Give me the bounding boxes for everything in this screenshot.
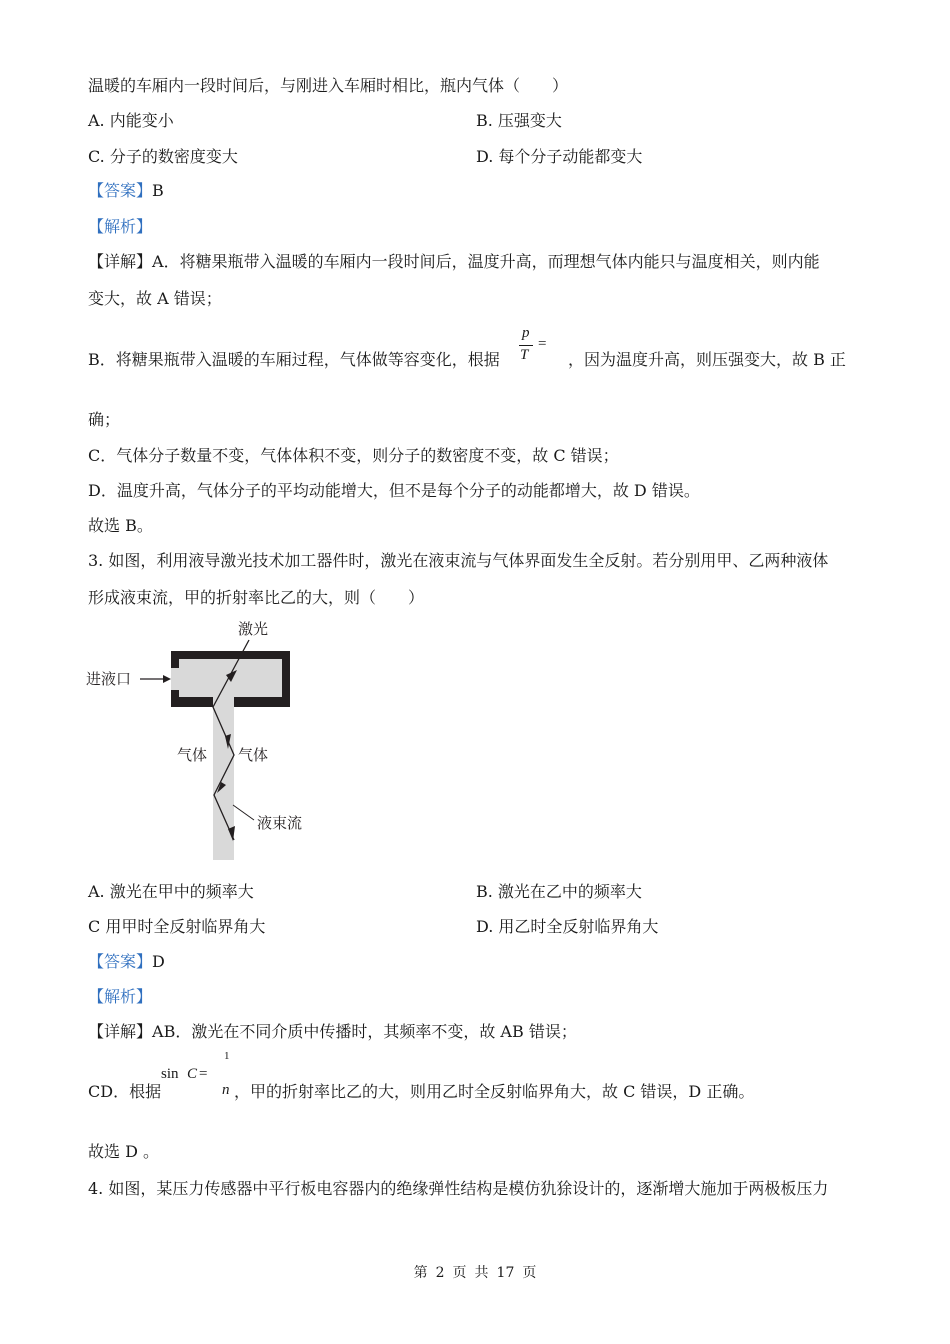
- footer-page: 2: [435, 1265, 445, 1281]
- label-stream: 液束流: [257, 814, 303, 832]
- answer-value: B: [152, 181, 164, 200]
- label-laser: 激光: [238, 620, 269, 638]
- formula-sin: sin: [161, 1066, 179, 1082]
- q3-option-c: C 用甲时全反射临界角大: [88, 917, 266, 936]
- q2-detail-d: D．温度升高，气体分子的平均动能增大，但不是每个分子的动能都增大，故 D 错误。: [88, 481, 700, 500]
- formula-denominator: n: [222, 1082, 230, 1098]
- footer-total: 17: [496, 1265, 515, 1281]
- frac-equals: =: [538, 336, 547, 352]
- q2-answer-line: [88, 181, 164, 201]
- footer-ye: 页: [452, 1265, 467, 1281]
- q2-detail-a-line1: [88, 252, 820, 272]
- q2-detail-c: C．气体分子数量不变，气体体积不变，则分子的数密度不变，故 C 错误；: [88, 446, 619, 465]
- q3-stem-line1: 3. 如图，利用液导激光技术加工器件时，激光在液束流与气体界面发生全反射。若分别用甲、乙两种液体: [88, 551, 829, 570]
- formula-c: C: [187, 1066, 198, 1082]
- q3-detail-ab: [88, 1022, 577, 1042]
- q3-detail-cd-pre: CD．根据: [88, 1082, 162, 1101]
- q2-option-d: D. 每个分子动能都变大: [476, 147, 643, 166]
- footer-di: 第: [413, 1265, 428, 1281]
- detail-ab-text: AB．激光在不同介质中传播时，其频率不变，故 AB 错误；: [152, 1022, 577, 1041]
- formula-eq: =: [199, 1066, 208, 1082]
- q3-conclusion: 故选 D 。: [88, 1142, 160, 1161]
- q2-option-b: B. 压强变大: [476, 111, 562, 130]
- footer-gong: 共: [474, 1265, 489, 1281]
- label-inlet: 进液口: [86, 670, 132, 688]
- q2-detail-b-post: ，因为温度升高，则压强变大，故 B 正: [568, 350, 846, 369]
- detail-a-text: A．将糖果瓶带入温暖的车厢内一段时间后，温度升高，而理想气体内能只与温度相关，则内能: [152, 252, 820, 271]
- stream-leader: [233, 805, 254, 820]
- frac-numerator: p: [522, 325, 530, 341]
- q2-analysis-tag: 【解析】: [88, 217, 153, 236]
- q2-detail-b-line2: 确；: [88, 410, 121, 429]
- q2-option-a: A. 内能变小: [88, 111, 174, 130]
- page-footer: [0, 1262, 950, 1282]
- q3-option-d: D. 用乙时全反射临界角大: [476, 917, 659, 936]
- q2-detail-b-pre: B．将糖果瓶带入温暖的车厢过程，气体做等容变化，根据: [88, 350, 500, 369]
- inlet-opening: [171, 668, 180, 690]
- q3-detail-cd-post: ，甲的折射率比乙的大，则用乙时全反射临界角大，故 C 错误，D 正确。: [234, 1082, 755, 1101]
- q3-option-b: B. 激光在乙中的频率大: [476, 882, 642, 901]
- q3-answer-line: [88, 952, 165, 972]
- footer-ye2: 页: [522, 1265, 537, 1281]
- inlet-arrow-head: [163, 675, 171, 683]
- detail-tag: 【详解】: [88, 1022, 153, 1041]
- q2-conclusion: 故选 B。: [88, 516, 153, 535]
- answer-tag: 【答案】: [88, 952, 153, 971]
- q3-stem-line2: 形成液束流，甲的折射率比乙的大，则（ ）: [88, 588, 425, 607]
- q2-option-c: C. 分子的数密度变大: [88, 147, 238, 166]
- label-gas-right: 气体: [238, 746, 269, 764]
- label-gas-left: 气体: [177, 746, 208, 764]
- frac-bar: [519, 345, 533, 346]
- answer-tag: 【答案】: [88, 181, 153, 200]
- q2-detail-a-line2: 变大，故 A 错误；: [88, 289, 222, 308]
- detail-tag: 【详解】: [88, 252, 153, 271]
- formula-numerator: 1: [224, 1050, 230, 1062]
- answer-value: D: [152, 952, 165, 971]
- laser-figure: [80, 612, 320, 867]
- q3-analysis-tag: 【解析】: [88, 987, 153, 1006]
- frac-denominator: T: [520, 347, 529, 363]
- q4-stem-line1: 4. 如图，某压力传感器中平行板电容器内的绝缘弹性结构是模仿犰狳设计的，逐渐增大施加于两极板压力: [88, 1179, 829, 1198]
- q3-option-a: A. 激光在甲中的频率大: [88, 882, 254, 901]
- q2-stem-tail: 温暖的车厢内一段时间后，与刚进入车厢时相比，瓶内气体（ ）: [88, 76, 569, 95]
